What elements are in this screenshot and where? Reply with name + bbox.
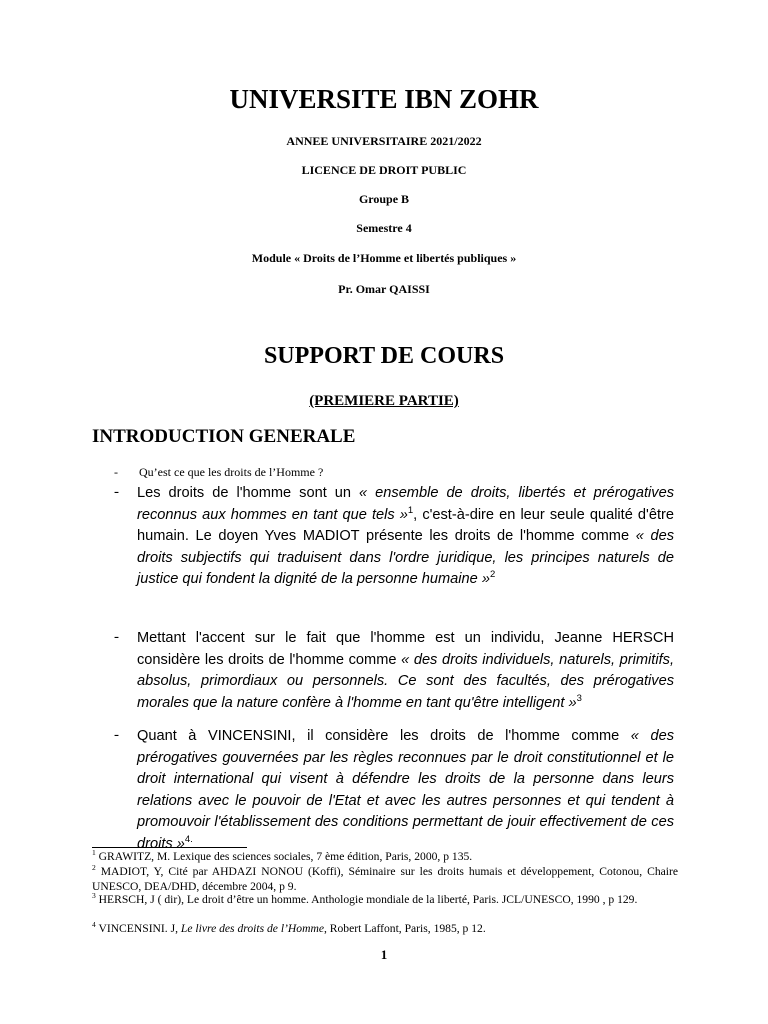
document-subtitle: (PREMIERE PARTIE) <box>309 393 459 409</box>
group-label: Groupe B <box>358 192 410 206</box>
bullet-marker: - <box>114 465 118 479</box>
footnote-1: $^1$ GRAWITZ, M. Lexique des sciences sociales, 7 ème édition, Paris, 2000, p 135. <box>92 848 473 863</box>
footnote-separator <box>92 847 247 848</box>
section-heading: INTRODUCTION GENERALE <box>92 426 356 447</box>
bullet-marker: - <box>114 727 119 743</box>
footnote-ref: 2 <box>489 569 496 581</box>
university-title: UNIVERSITE IBN ZOHR <box>229 84 539 114</box>
document-title: SUPPORT DE COURS <box>263 343 505 369</box>
footnote-ref: 1 <box>407 504 414 516</box>
footnote-2: $^2$ MADIOT, Y, Cité par AHDAZI NONOU (Koffi), Séminaire sur les droits humais et développement, Cotonou, Chaire UNESCO, DEA/DHD, décembre 2004, p 9. <box>92 863 678 893</box>
footnote-ref: 4. <box>184 834 193 846</box>
licence-label: LICENCE DE DROIT PUBLIC <box>301 163 467 177</box>
professor-name: Pr. Omar QAISSI <box>338 282 430 296</box>
bullet-marker: - <box>114 484 119 500</box>
bullet-marker: - <box>114 629 119 645</box>
module-label: Module « Droits de l’Homme et libertés publiques » <box>251 251 517 265</box>
question-text: Qu’est ce que les droits de l’Homme ? <box>139 465 324 479</box>
academic-year: ANNEE UNIVERSITAIRE 2021/2022 <box>286 134 482 148</box>
semester-label: Semestre 4 <box>356 221 412 235</box>
paragraph-hersch: Mettant l'accent sur le fait que l'homme est un individu, Jeanne HERSCH considère les droits de l'homme comme « des droits individuels, naturels, primitifs, absolus, primordiaux ou personnels. Ce sont des facultés, des prérogatives morales que la nature confère à l'homme en tant qu'être intelligent »$^3$ <box>137 630 674 711</box>
paragraph-definition: Les droits de l'homme sont un « ensemble de droits, libertés et prérogatives reconnus aux hommes en tant que tels »$^1$, c'est-à-dire en leur seule qualité d'être humain. Le doyen Yves MADIOT présente les droits de l'homme comme « des droits subjectifs qui traduisent dans l'ordre juridique, les principes naturels de justice qui fondent la dignité de la personne humaine »$^2$ <box>137 485 675 588</box>
paragraph-vincensini: Quant à VINCENSINI, il considère les droits de l'homme comme « des prérogatives gouvernées par les règles reconnues par le droit constitutionnel et le droit international qui visent à défendre les droits de la personne dans leurs relations avec le pouvoir de l'Etat et avec les autres personnes et qui tendent à promouvoir l'établissement des conditions permettant de jouir effectivement de ces droits »$^{4.}$ <box>137 728 674 852</box>
footnote-4: $^4$ VINCENSINI. J, Le livre des droits de l’Homme, Robert Laffont, Paris, 1985, p 12. <box>92 920 486 935</box>
footnote-3: $^3$ HERSCH, J ( dir), Le droit d’être un homme. Anthologie mondiale de la liberté, Paris. JCL/UNESCO, 1990 , p 129. <box>92 891 638 906</box>
page-number: 1 <box>380 947 388 962</box>
footnote-ref: 3 <box>576 692 582 704</box>
